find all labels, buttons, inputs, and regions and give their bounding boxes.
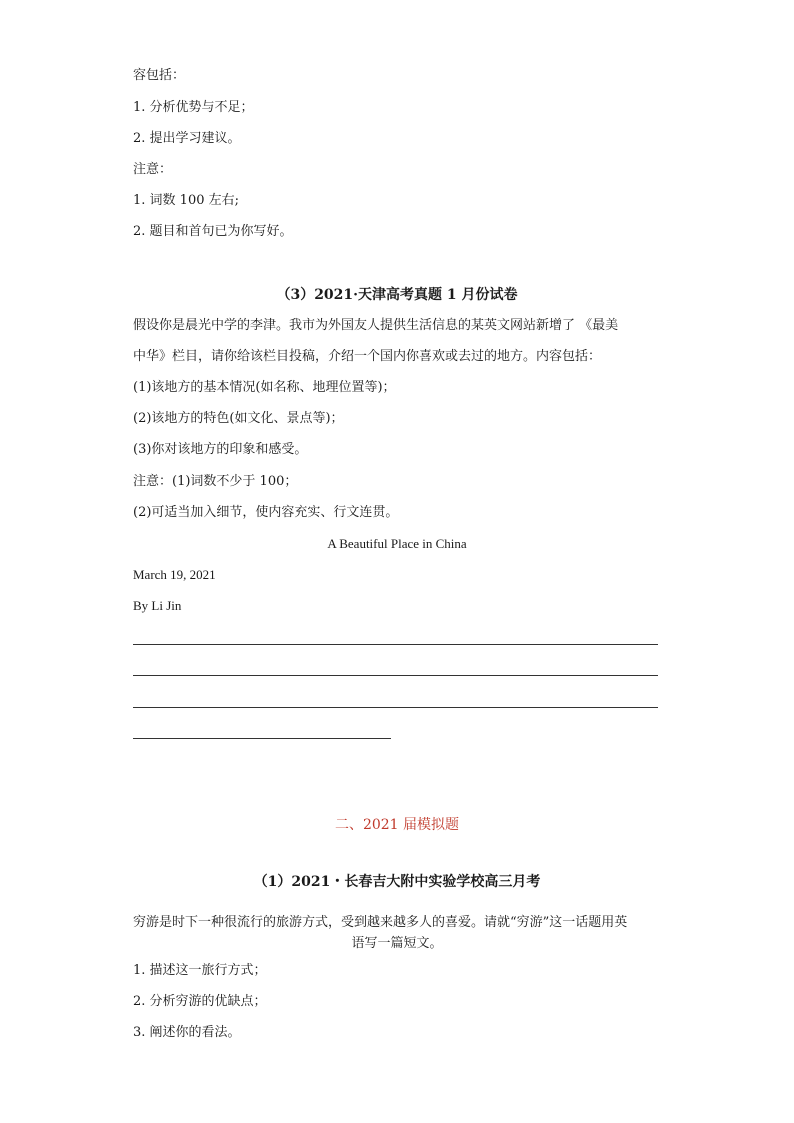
content-intro: 容包括：: [133, 68, 186, 83]
list-item: (3)你对该地方的印象和感受。: [133, 442, 308, 457]
note-text: (2)可适当加入细节，使内容充实、行文连贯。: [133, 505, 399, 520]
essay-title: A Beautiful Place in China: [327, 536, 467, 551]
prompt-text: 中华》栏目，请你给该栏目投稿，介绍一个国内你喜欢或去过的地方。内容包括：: [133, 349, 602, 364]
question-heading: （3）2021·天津高考真题 1 月份试卷: [276, 287, 518, 303]
section-title: 二、2021 届模拟题: [334, 817, 460, 833]
prompt-text: 语写一篇短文。: [351, 936, 443, 951]
list-item: (2)该地方的特色(如文化、景点等)；: [133, 411, 344, 426]
essay-date: March 19, 2021: [133, 567, 216, 582]
writing-line: [133, 675, 658, 676]
list-item: 1. 分析优势与不足；: [133, 100, 254, 115]
prompt-text: 穷游是时下一种很流行的旅游方式，受到越来越多人的喜爱。请就“穷游”这一话题用英: [133, 915, 628, 930]
note-label: 注意：: [133, 162, 173, 177]
note-text: 注意：(1)词数不少于 100；: [133, 474, 298, 489]
writing-line: [133, 644, 658, 645]
question-heading: （1）2021・长春吉大附中实验学校高三月考: [253, 874, 541, 890]
writing-line: [133, 738, 391, 739]
list-item: (1)该地方的基本情况(如名称、地理位置等)；: [133, 380, 396, 395]
list-item: 1. 词数 100 左右;: [133, 193, 239, 208]
list-item: 2. 提出学习建议。: [133, 131, 241, 146]
writing-line: [133, 707, 658, 708]
list-item: 3. 阐述你的看法。: [133, 1025, 241, 1040]
essay-byline: By Li Jin: [133, 598, 182, 613]
list-item: 2. 分析穷游的优缺点；: [133, 994, 267, 1009]
list-item: 1. 描述这一旅行方式；: [133, 963, 267, 978]
list-item: 2. 题目和首句已为你写好。: [133, 224, 293, 239]
prompt-text: 假设你是晨光中学的李津。我市为外国友人提供生活信息的某英文网站新增了 《最美: [133, 318, 619, 333]
